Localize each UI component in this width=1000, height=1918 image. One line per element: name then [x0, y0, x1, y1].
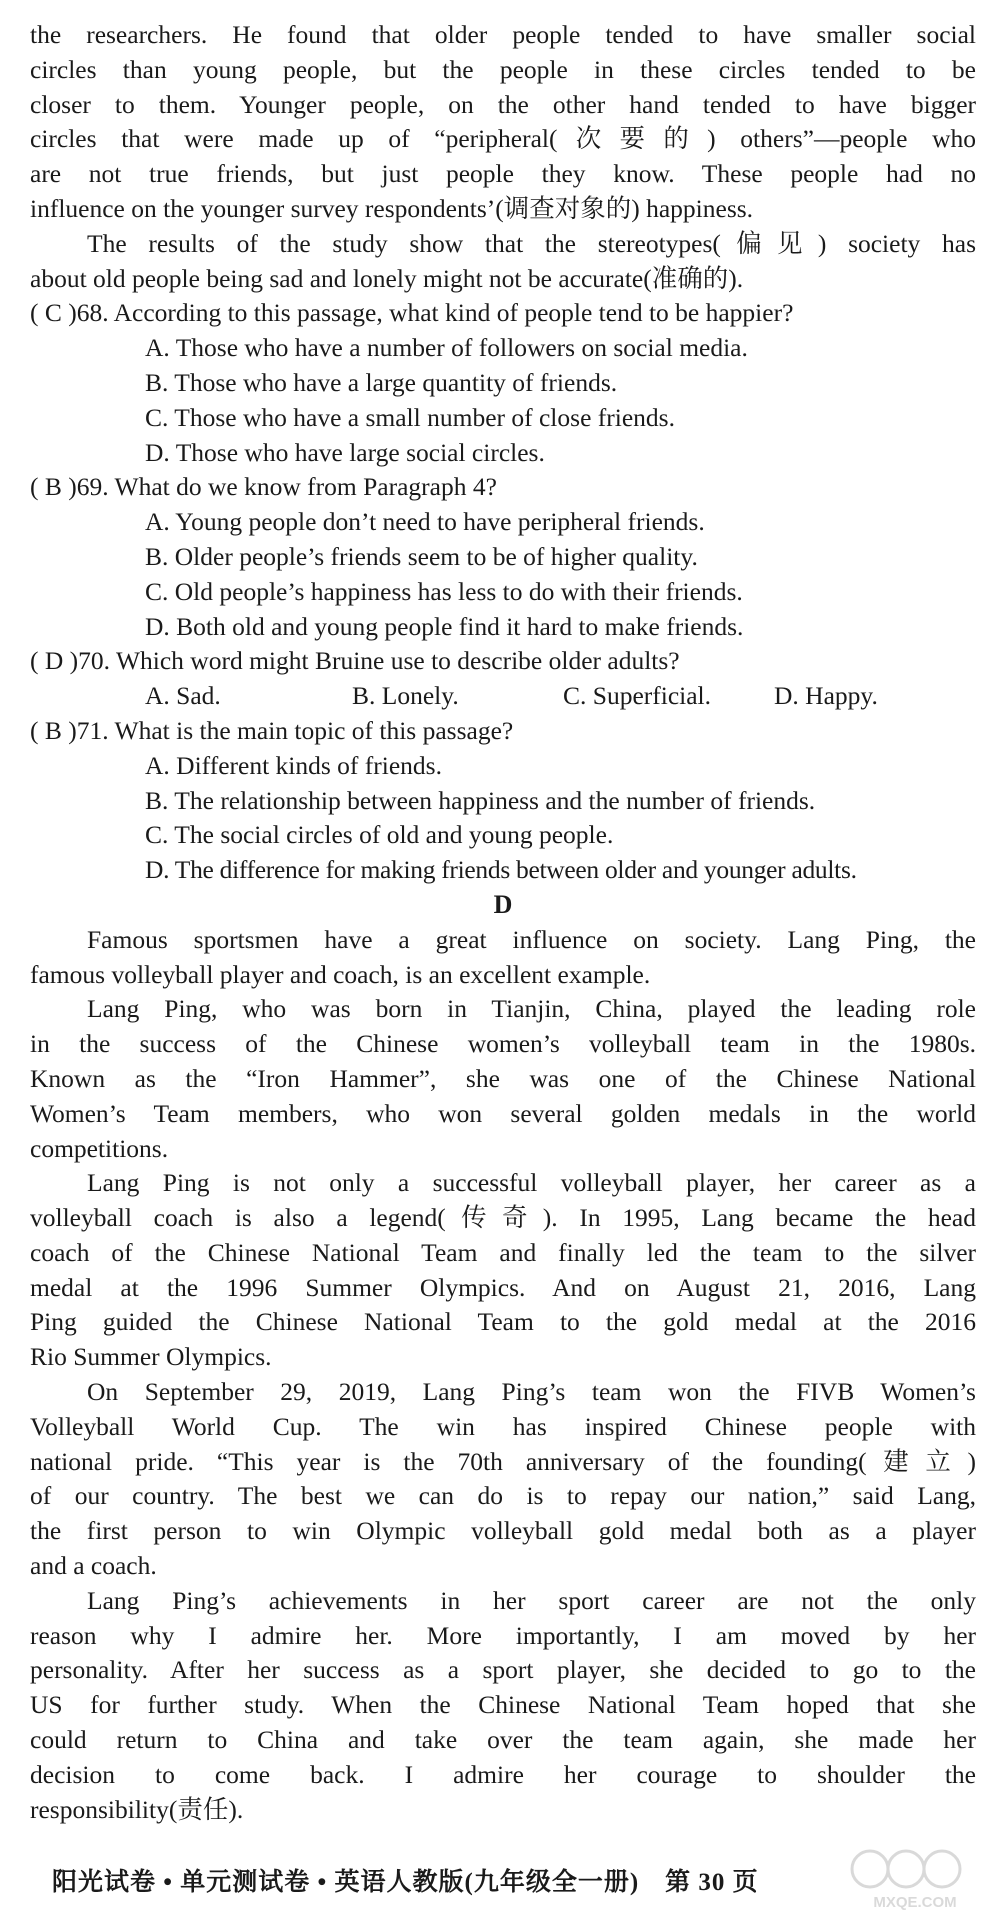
text-line: Lang Ping, who was born in Tianjin, China, played the leading role: [87, 994, 976, 1024]
text-line: of our country. The best we can do is to repay our nation,” said Lang,: [30, 1481, 976, 1511]
answer-option: D. Happy.: [774, 681, 878, 711]
question-stem: ( C )68. According to this passage, what kind of people tend to be happier?: [30, 298, 794, 328]
answer-option: D. Both old and young people find it hard to make friends.: [145, 611, 744, 641]
answer-option: A. Sad.: [145, 681, 221, 711]
text-line: Women’s Team members, who won several golden medals in the world: [30, 1098, 976, 1128]
answer-option: A. Those who have a number of followers on social media.: [145, 333, 748, 363]
text-line: Volleyball World Cup. The win has inspired Chinese people with: [30, 1411, 976, 1441]
question-70: [30, 644, 976, 714]
answer-option: B. The relationship between happiness and the number of friends.: [145, 785, 816, 815]
section-d-paragraph-4: [30, 1375, 976, 1584]
answer-option: B. Older people’s friends seem to be of higher quality.: [145, 541, 698, 571]
exam-page: [30, 18, 976, 1827]
section-d-paragraph-2: [30, 992, 976, 1166]
text-line: Rio Summer Olympics.: [30, 1342, 272, 1372]
text-line: On September 29, 2019, Lang Ping’s team won the FIVB Women’s: [87, 1377, 976, 1407]
text-line: coach of the Chinese National Team and finally led the team to the silver: [30, 1237, 976, 1267]
text-line: the researchers. He found that older people tended to have smaller social: [30, 20, 976, 49]
watermark: [840, 1843, 990, 1913]
conclusion-paragraph: [30, 227, 976, 297]
text-line: national pride. “This year is the 70th anniversary of the founding(建立): [30, 1446, 976, 1476]
text-line: decision to come back. I admire her courage to shoulder the: [30, 1759, 976, 1789]
section-d-paragraph-3: [30, 1166, 976, 1375]
answer-option: C. Superficial.: [563, 681, 712, 711]
answer-option: D. The difference for making friends between older and younger adults.: [145, 855, 857, 885]
answer-site-logo-icon: [840, 1843, 990, 1913]
text-line: in the success of the Chinese women’s volleyball team in the 1980s.: [30, 1029, 976, 1059]
text-line: Known as the “Iron Hammer”, she was one of the Chinese National: [30, 1063, 976, 1093]
text-line: could return to China and take over the team again, she made her: [30, 1725, 976, 1755]
text-line: volleyball coach is also a legend(传奇). In 1995, Lang became the head: [30, 1203, 976, 1233]
text-line: Lang Ping is not only a successful volleyball player, her career as a: [87, 1168, 976, 1198]
text-line: influence on the younger survey respondents’(调查对象的) happiness.: [30, 193, 754, 223]
text-line: and a coach.: [30, 1551, 157, 1581]
question-stem: ( B )71. What is the main topic of this passage?: [30, 715, 514, 745]
answer-options-row: [30, 679, 976, 714]
question-69: [30, 470, 976, 644]
question-stem: ( D )70. Which word might Bruine use to describe older adults?: [30, 646, 680, 676]
page-footer: 阳光试卷 • 单元测试卷 • 英语人教版(九年级全一册) 第 30 页: [52, 1869, 759, 1896]
answer-option: C. The social circles of old and young people.: [145, 820, 614, 850]
text-line: the first person to win Olympic volleyball gold medal both as a player: [30, 1516, 976, 1546]
text-line: are not true friends, but just people they know. These people had no: [30, 159, 976, 189]
text-line: closer to them. Younger people, on the other hand tended to have bigger: [30, 89, 976, 119]
text-line: personality. After her success as a sport player, she decided to go to the: [30, 1655, 976, 1685]
answer-option: B. Those who have a large quantity of friends.: [145, 367, 618, 397]
answer-option: C. Old people’s happiness has less to do with their friends.: [145, 576, 743, 606]
text-line: The results of the study show that the stereotypes(偏见) society has: [87, 228, 976, 258]
passage-c-tail: [30, 18, 976, 227]
watermark-text: MXQE.COM: [873, 1894, 957, 1911]
text-line: circles that were made up of “peripheral(次要的) others”—people who: [30, 124, 976, 154]
text-line: Ping guided the Chinese National Team to the gold medal at the 2016: [30, 1307, 976, 1337]
text-line: Famous sportsmen have a great influence on society. Lang Ping, the: [87, 924, 976, 954]
answer-option: B. Lonely.: [352, 681, 459, 711]
text-line: about old people being sad and lonely might not be accurate(准确的).: [30, 263, 744, 293]
text-line: responsibility(责任).: [30, 1794, 244, 1824]
answer-option: C. Those who have a small number of close friends.: [145, 402, 675, 432]
question-68: [30, 296, 976, 470]
question-71: [30, 714, 976, 888]
section-d-paragraph-5: [30, 1584, 976, 1828]
text-line: medal at the 1996 Summer Olympics. And on August 21, 2016, Lang: [30, 1272, 976, 1302]
text-line: circles than young people, but the people in these circles tended to be: [30, 54, 976, 84]
text-line: Lang Ping’s achievements in her sport career are not the only: [87, 1585, 976, 1615]
text-line: reason why I admire her. More importantly, I am moved by her: [30, 1620, 976, 1650]
answer-option: A. Different kinds of friends.: [145, 750, 442, 780]
answer-option: A. Young people don’t need to have peripheral friends.: [145, 507, 705, 537]
text-line: US for further study. When the Chinese National Team hoped that she: [30, 1690, 976, 1720]
text-line: competitions.: [30, 1133, 169, 1163]
text-line: famous volleyball player and coach, is an excellent example.: [30, 959, 651, 989]
question-stem: ( B )69. What do we know from Paragraph 4?: [30, 472, 497, 502]
section-d-paragraph-1: [30, 923, 976, 993]
answer-option: D. Those who have large social circles.: [145, 437, 545, 467]
section-d-title: D: [493, 889, 513, 919]
